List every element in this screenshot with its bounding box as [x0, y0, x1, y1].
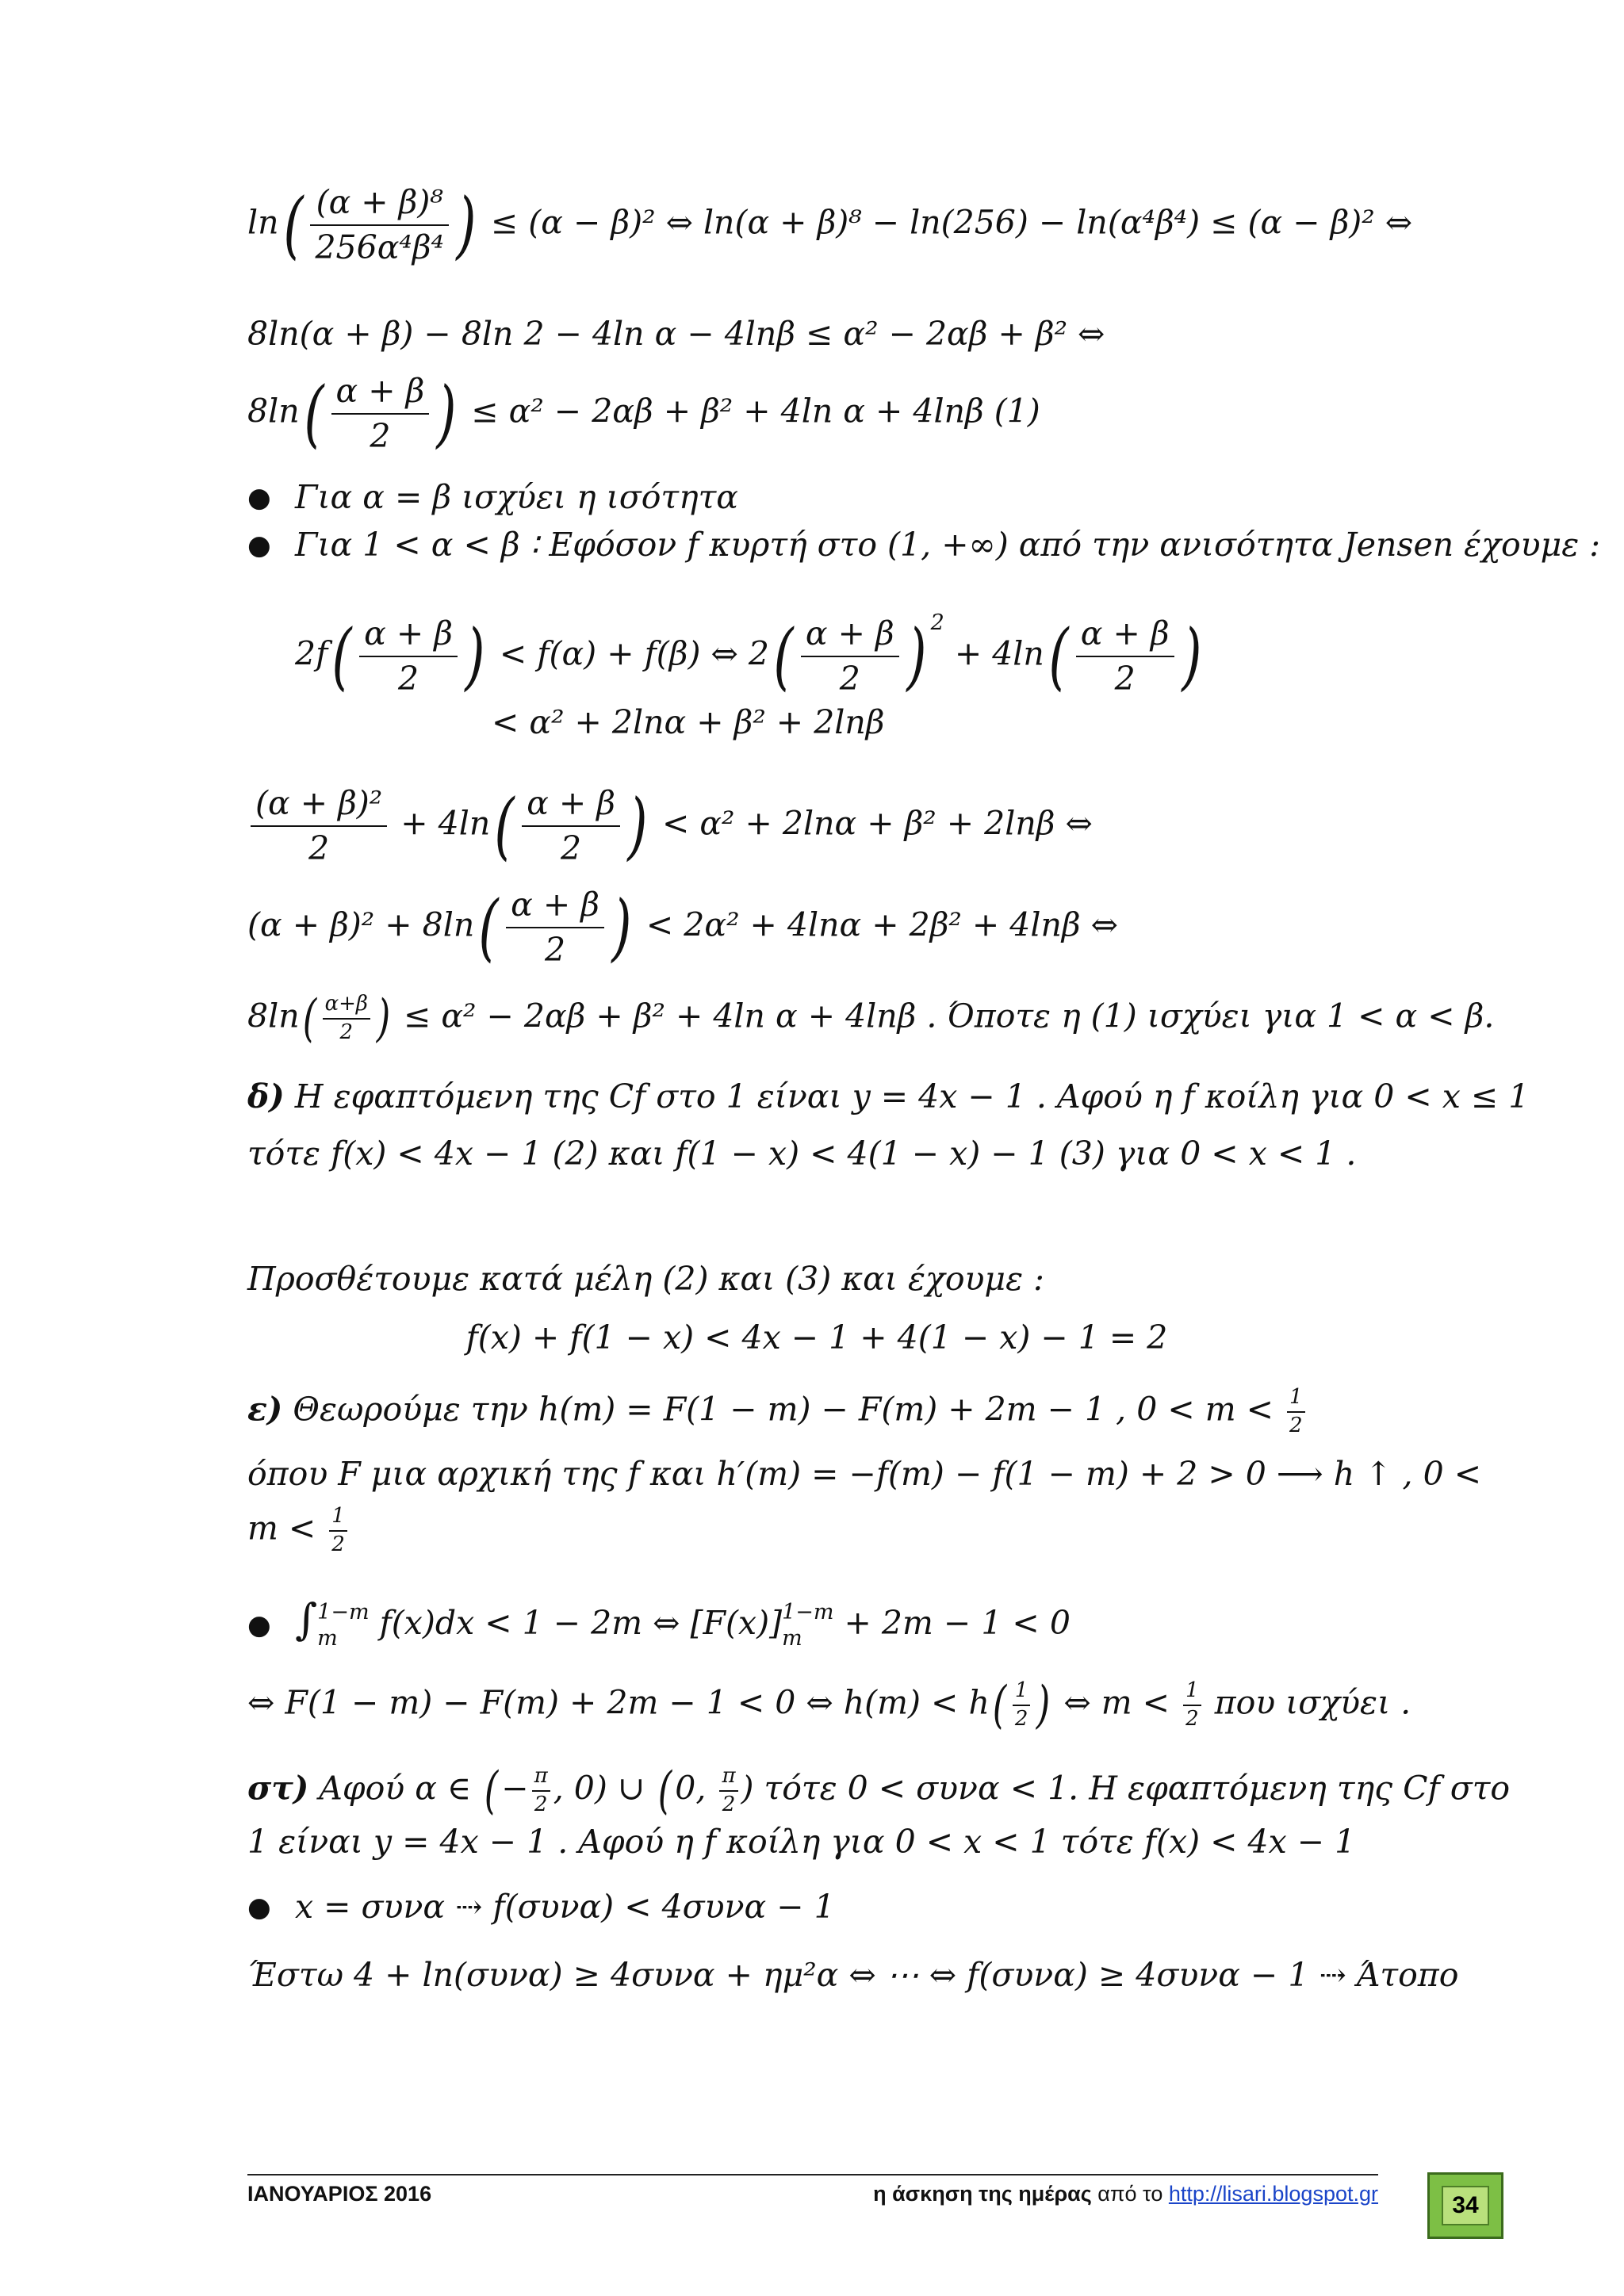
fraction-denominator: 2	[398, 660, 419, 698]
fraction-numerator: 1	[1287, 1386, 1305, 1413]
equation-text: 8ln	[247, 997, 300, 1035]
section-epsilon-line-3	[247, 1505, 1386, 1557]
math: 1 < α < β	[362, 526, 520, 564]
fraction-denominator: 2	[545, 931, 566, 970]
equation-line-j5: 8ln( $\frac{\alpha+\beta}{2}$ ) ≤ α² − 2αβ + β² + 4ln α + 4lnβ . Όποτε η (1) ισχύει για 1 < α < β.	[247, 989, 1495, 1048]
text: , 0) ∪	[553, 1769, 656, 1808]
footer-source-sep: από το	[1091, 2182, 1169, 2206]
section-delta-line-3: Προσθέτουμε κατά μέλη (2) και (3) και έχουμε :	[247, 1260, 1044, 1298]
equation-text: ≤ α² − 2αβ + β² + 4ln α + 4lnβ	[393, 997, 917, 1035]
equation-line-3: 8ln( $\frac{\alpha + \beta}{2}$ ) ≤ α² − 2αβ + β² + 4ln α + 4lnβ (1)	[247, 371, 1040, 457]
section-label: στ)	[247, 1769, 309, 1808]
equation-line-2: 8ln(α + β) − 8ln 2 − 4ln α − 4lnβ ≤ α² − 2αβ + β² ⇔	[247, 315, 1105, 353]
section-st-bullet: x = συνα ⇢ f(συνα) < 4συνα − 1	[295, 1888, 835, 1926]
text: 0,	[675, 1769, 717, 1808]
bullet-text-1	[295, 479, 1386, 516]
fraction-denominator: 2	[308, 829, 330, 868]
equation-text: f(x)dx < 1 − 2m ⇔ [F(x)]	[369, 1604, 783, 1642]
footer-source-label: η άσκηση της ημέρας	[873, 2182, 1092, 2206]
upper-limit: 1−m	[782, 1600, 834, 1625]
fraction-denominator: 2	[839, 660, 860, 698]
section-delta	[247, 1077, 1530, 1115]
fraction-denominator: 2	[370, 417, 391, 456]
text: ισχύει η ισότητα	[451, 478, 738, 516]
equation-line-j3: $\frac{\text{(α + β)²}}{2}$ + 4ln( $\frac{\alpha + \beta}{2}$ ) < α² + 2lnα + β² + 2lnβ ⇔	[247, 785, 1386, 867]
fraction-denominator: 2	[331, 1532, 345, 1556]
exponent: 2	[930, 610, 944, 635]
fraction-numerator: α+β	[323, 993, 370, 1020]
bullet-icon: ●	[247, 1609, 271, 1641]
equation-text: + 4ln	[390, 804, 491, 843]
fraction-numerator: α + β	[522, 785, 620, 827]
equivalence-line: ⇔ F(1 − m) − F(m) + 2m − 1 < 0 ⇔ h(m) < h( $\frac{1}{2}$ ) ⇔ m < $\frac{1}{2}$ που ισχύει .	[247, 1675, 1411, 1735]
ln-symbol: ln	[247, 203, 279, 242]
fraction-numerator: α + β	[359, 615, 458, 657]
fraction-numerator: α + β	[801, 615, 899, 657]
fraction-numerator: π	[719, 1765, 737, 1792]
text: Για	[295, 526, 363, 564]
section-epsilon	[247, 1386, 1386, 1438]
equation-text: ≤ α² − 2αβ + β² + 4ln α + 4lnβ (1)	[461, 392, 1040, 430]
fraction-numerator: α + β	[506, 886, 604, 928]
text: Αφού α ∈	[308, 1769, 482, 1808]
fraction-denominator: 2	[561, 829, 582, 868]
fraction-numerator: (α + β)⁸	[310, 184, 449, 226]
equation-text: . Όποτε η (1) ισχύει για 1 < α < β.	[916, 997, 1495, 1035]
text: −	[501, 1769, 529, 1808]
fraction-denominator: 2	[722, 1792, 736, 1816]
bullet-icon: ●	[247, 482, 271, 514]
fraction-denominator: 2	[1114, 660, 1136, 698]
equation-text: + 2m − 1 < 0	[833, 1604, 1071, 1642]
footer-link[interactable]: http://lisari.blogspot.gr	[1168, 2182, 1378, 2206]
section-st-line-4: Έστω 4 + ln(συνα) ≥ 4συνα + ημ²α ⇔ ⋯ ⇔ f(συνα) ≥ 4συνα − 1 ⇢ Άτοπο	[247, 1956, 1459, 1994]
equation-text: < f(α) + f(β) ⇔ 2	[488, 634, 769, 673]
equation-text: < α² + 2lnα + β² + 2lnβ ⇔	[651, 804, 1093, 843]
equation-text: ≤ (α − β)² ⇔ ln(α + β)⁸ − ln(256) − ln(α⁴β⁴) ≤ (α − β)² ⇔	[480, 203, 1413, 242]
section-delta-result: f(x) + f(1 − x) < 4x − 1 + 4(1 − x) − 1 = 2	[465, 1318, 1168, 1357]
text: ∶ Εφόσον f κυρτή στο (1, +∞) από την ανισότητα Jensen έχουμε :	[519, 526, 1601, 564]
equation-text: 2f	[295, 634, 328, 673]
page-number-badge	[1427, 2172, 1503, 2239]
equation-text: ⇔ F(1 − m) − F(m) + 2m − 1 < 0 ⇔ h(m) < h	[247, 1683, 990, 1722]
section-epsilon-line-2: όπου F μια αρχική της f και h′(m) = −f(m) − f(1 − m) + 2 > 0 ⟶ h ↑ , 0 <	[247, 1455, 1482, 1493]
section-st: στ) Αφού α ∈ (− $\frac{\pi}{2}$ , 0) ∪ (0, $\frac{\pi}{2}$ ) τότε 0 < συνα < 1. Η εφαπτόμενη της Cf στο	[247, 1761, 1511, 1820]
fraction-numerator: π	[532, 1765, 550, 1792]
lower-limit: m	[782, 1625, 802, 1651]
section-delta-line-2: τότε f(x) < 4x − 1 (2) και f(1 − x) < 4(1 − x) − 1 (3) για 0 < x < 1 .	[247, 1135, 1357, 1173]
page-number: 34	[1442, 2186, 1489, 2225]
fraction-numerator: α + β	[1076, 615, 1174, 657]
equation-text: + 4ln	[944, 634, 1044, 673]
text: m <	[247, 1509, 327, 1548]
fraction-denominator: 256α⁴β⁴	[315, 228, 444, 267]
equation-text: ⇔ m <	[1053, 1683, 1181, 1722]
text: ) τότε 0 < συνα < 1. Η εφαπτόμενη της Cf στο	[741, 1769, 1511, 1808]
integral-symbol: ∫	[295, 1594, 318, 1644]
text: που ισχύει .	[1204, 1683, 1411, 1722]
jensen-inequality-cont: < α² + 2lnα + β² + 2lnβ	[492, 703, 885, 741]
fraction-denominator: 2	[1289, 1413, 1303, 1437]
equation-text: < 2α² + 4lnα + 2β² + 4lnβ ⇔	[635, 905, 1118, 944]
footer-divider	[247, 2174, 1378, 2175]
equation-line-1: ln( $\frac{\text{(α + β)⁸}}{\text{256α⁴β⁴}}$ ) ≤ (α − β)² ⇔ ln(α + β)⁸ − ln(256) − ln(α⁴β⁴) ≤ (α − β)² ⇔	[247, 182, 1413, 268]
equation-text: 8ln	[247, 392, 300, 430]
text: Η εφαπτόμενη της Cf στο 1 είναι y = 4x − 1 . Αφού η f κοίλη για 0 < x ≤ 1	[284, 1077, 1530, 1115]
text: Θεωρούμε την h(m) = F(1 − m) − F(m) + 2m − 1 , 0 < m <	[282, 1390, 1285, 1429]
footer-source	[836, 2182, 1378, 2206]
fraction-numerator: 1	[1183, 1679, 1201, 1706]
fraction-denominator: 2	[1014, 1706, 1028, 1731]
bullet-text-2	[295, 526, 1601, 564]
fraction-denominator: 2	[339, 1020, 354, 1044]
fraction-numerator: 1	[1013, 1679, 1031, 1706]
math: α = β	[362, 478, 452, 516]
text: Για	[295, 478, 363, 516]
fraction-numerator: (α + β)²	[251, 785, 387, 827]
fraction-denominator: 2	[534, 1792, 548, 1816]
bullet-icon: ●	[247, 530, 271, 561]
equation-text: (α + β)² + 8ln	[247, 905, 475, 944]
section-label: δ)	[247, 1077, 285, 1115]
upper-limit: 1−m	[317, 1600, 370, 1625]
jensen-inequality: 2f( $\frac{\alpha + \beta}{2}$ ) < f(α) + f(β) ⇔ 2( $\frac{\alpha + \beta}{2}$ ) $^2$ + 4ln( $\frac{\alpha + \beta}{2}$ )	[295, 610, 1202, 699]
footer-date: ΙΑΝΟΥΑΡΙΟΣ 2016	[247, 2182, 432, 2206]
section-label: ε)	[247, 1390, 283, 1429]
equation-line-j4: (α + β)² + 8ln( $\frac{\alpha + \beta}{2}$ ) < 2α² + 4lnα + 2β² + 4lnβ ⇔	[247, 885, 1118, 970]
fraction-numerator: α + β	[331, 373, 430, 415]
fraction-numerator: 1	[329, 1505, 347, 1532]
fraction-denominator: 2	[1185, 1706, 1199, 1731]
bullet-icon: ●	[247, 1892, 271, 1923]
lower-limit: m	[317, 1625, 338, 1651]
section-st-line-2: 1 είναι y = 4x − 1 . Αφού η f κοίλη για 0 < x < 1 τότε f(x) < 4x − 1	[247, 1823, 1356, 1861]
integral-line	[295, 1595, 1386, 1651]
